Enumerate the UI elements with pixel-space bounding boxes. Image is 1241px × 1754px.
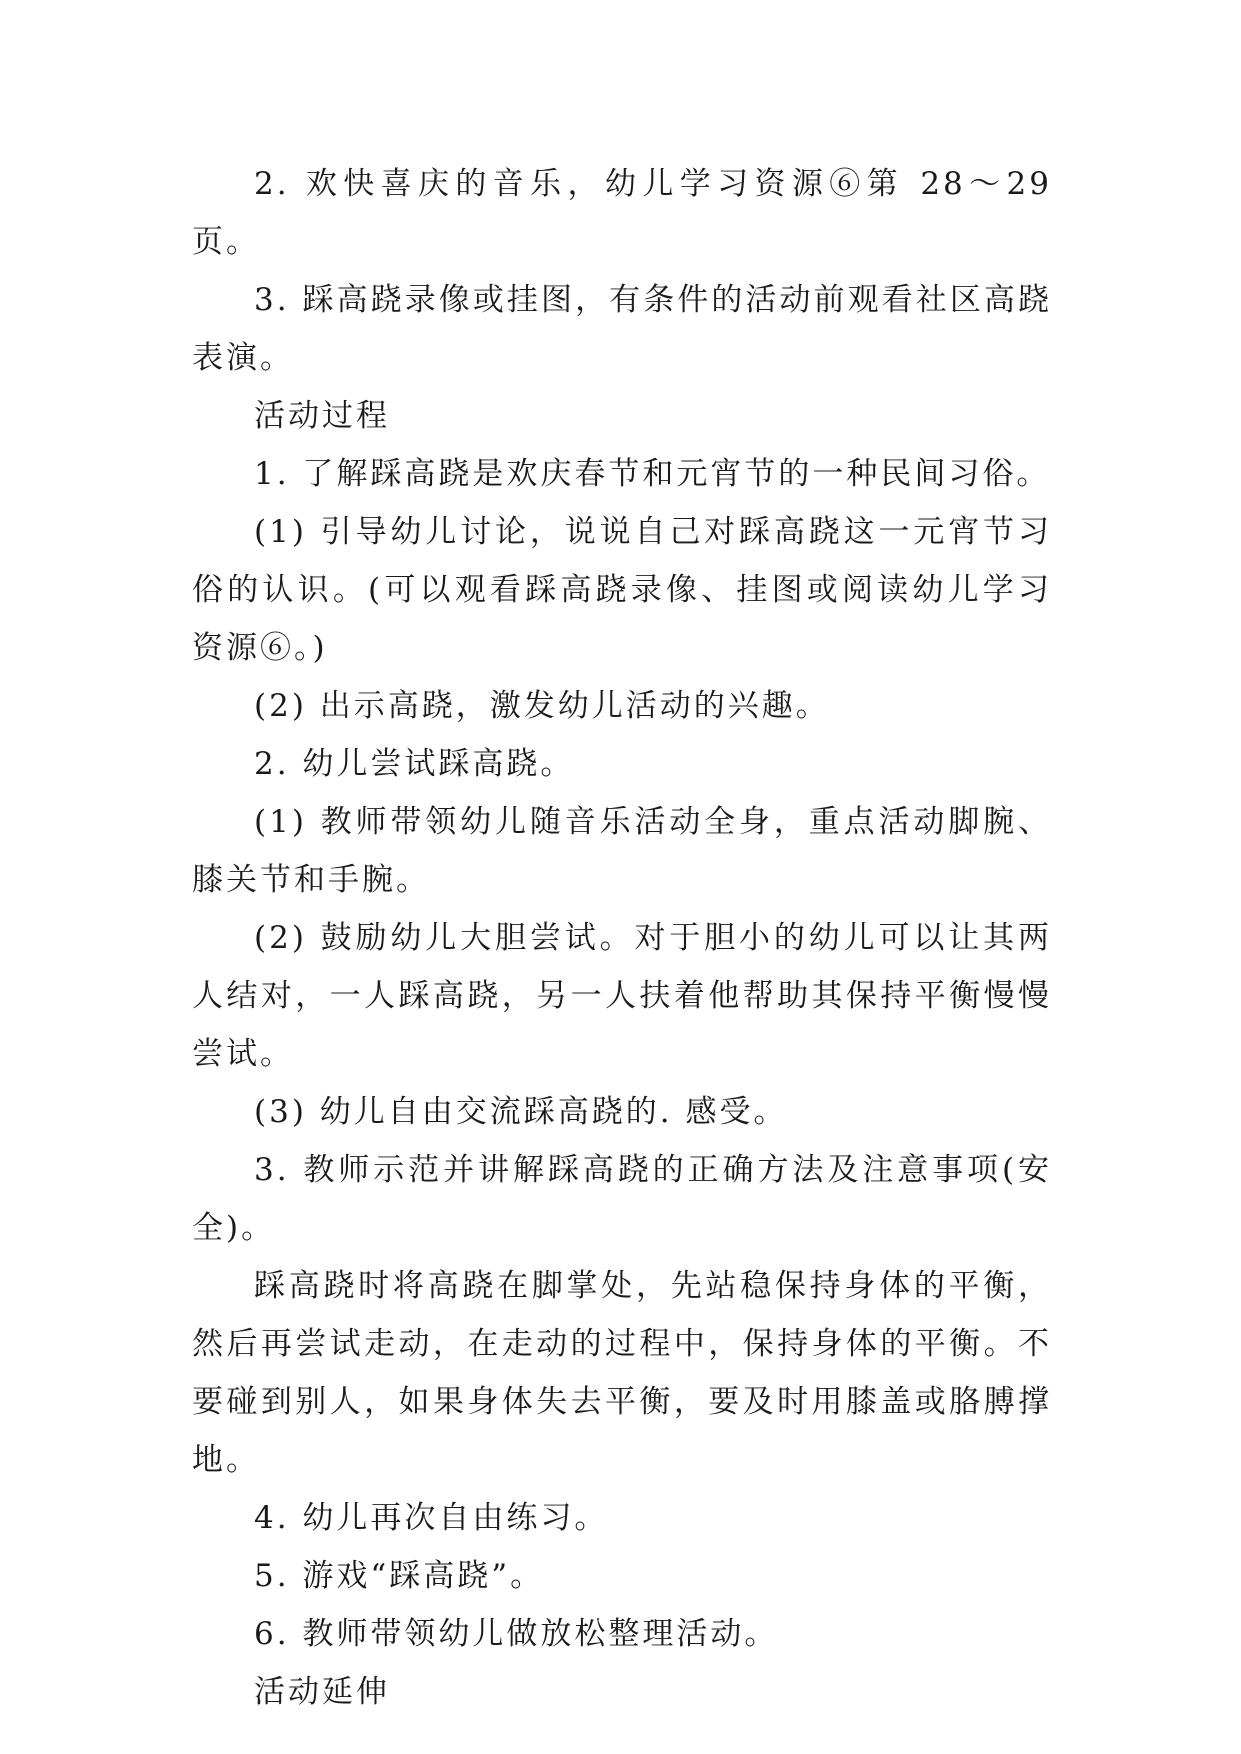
step-2-sub-1: (1) 教师带领幼儿随音乐活动全身，重点活动脚腕、膝关节和手腕。 <box>192 804 1052 898</box>
step-3-detail: 踩高跷时将高跷在脚掌处，先站稳保持身体的平衡，然后再尝试走动，在走动的过程中，保持身体的平衡。不要碰到别人，如果身体失去平衡，要及时用膝盖或胳膊撑地。 <box>192 1268 1052 1478</box>
step-4: 4. 幼儿再次自由练习。 <box>254 1500 609 1536</box>
step-2-sub-3: (3) 幼儿自由交流踩高跷的. 感受。 <box>254 1094 788 1130</box>
step-1-sub-1: (1) 引导幼儿讨论，说说自己对踩高跷这一元宵节习俗的认识。(可以观看踩高跷录像、挂图或阅读幼儿学习资源⑥。) <box>192 514 1052 666</box>
section-heading-activity-process: 活动过程 <box>254 398 390 434</box>
step-1: 1. 了解踩高跷是欢庆春节和元宵节的一种民间习俗。 <box>254 456 1051 492</box>
section-heading-activity-extension: 活动延伸 <box>254 1674 390 1710</box>
material-item-2: 2. 欢快喜庆的音乐，幼儿学习资源⑥第 28～29 页。 <box>192 166 1052 260</box>
step-6: 6. 教师带领幼儿做放松整理活动。 <box>254 1616 779 1652</box>
step-2-sub-2: (2) 鼓励幼儿大胆尝试。对于胆小的幼儿可以让其两人结对，一人踩高跷，另一人扶着他帮助其保持平衡慢慢尝试。 <box>192 920 1052 1072</box>
document-body <box>192 155 1052 1721</box>
step-2: 2. 幼儿尝试踩高跷。 <box>254 746 575 782</box>
material-item-3: 3. 踩高跷录像或挂图，有条件的活动前观看社区高跷表演。 <box>192 282 1052 376</box>
step-3: 3. 教师示范并讲解踩高跷的正确方法及注意事项(安全)。 <box>192 1152 1052 1246</box>
step-1-sub-2: (2) 出示高跷，激发幼儿活动的兴趣。 <box>254 688 830 724</box>
step-5: 5. 游戏“踩高跷”。 <box>254 1558 545 1594</box>
